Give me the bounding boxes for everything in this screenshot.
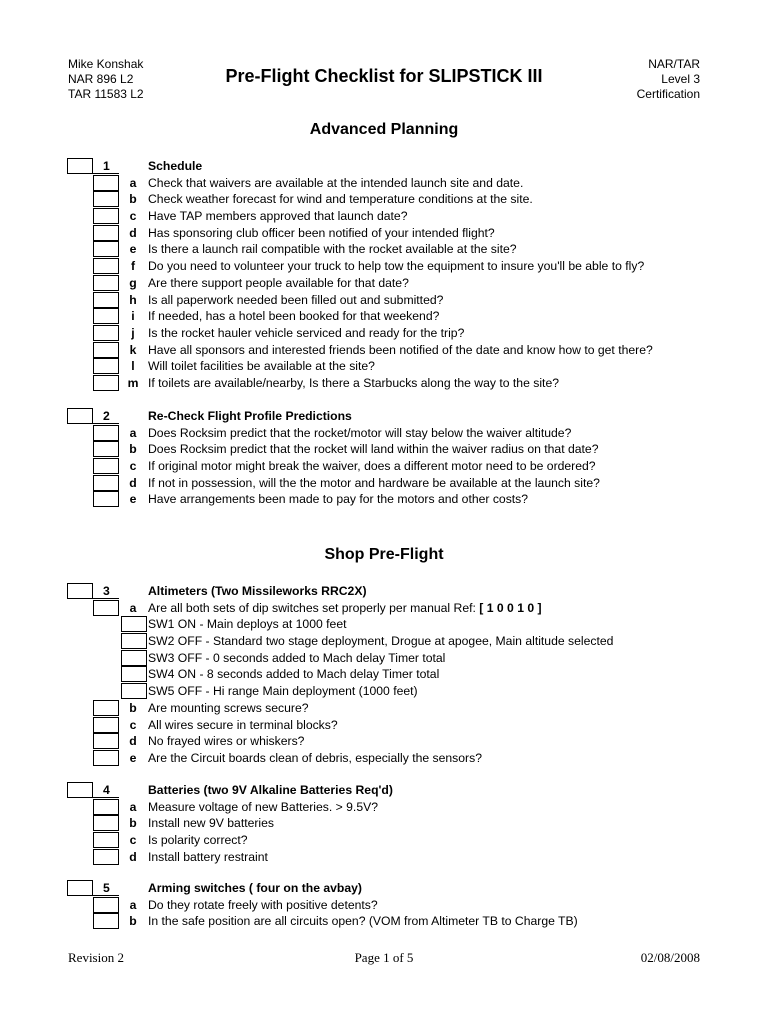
item-text [148,750,482,767]
item-text [148,241,517,258]
item-letter: b [129,442,137,457]
checklist-item [67,799,707,816]
checklist-item [67,308,707,325]
checklist-item [67,208,707,225]
group-header [67,408,707,425]
item-text-main: If original motor might break the waiver, does a different motor need to be ordered? [148,459,596,474]
item-checkbox[interactable] [93,225,119,241]
item-text [148,441,598,458]
item-text-main: Does Rocksim predict that the rocket will land within the waiver radius on that date? [148,442,599,457]
item-text-main: Have arrangements been made to pay for the motors and other costs? [148,492,529,507]
cert-level: Level 3 [661,72,700,86]
item-text [148,700,309,717]
item-text-main: Is the rocket hauler vehicle serviced and ready for the trip? [148,325,465,340]
item-text-main: Install battery restraint [148,849,268,864]
page-title: Pre-Flight Checklist for SLIPSTICK III [225,66,543,86]
item-text-main: SW4 ON - 8 seconds added to Mach delay Timer total [148,667,440,682]
item-checkbox[interactable] [93,600,119,616]
checklist-item [67,475,707,492]
group-title: Arming switches ( four on the avbay) [148,881,362,895]
item-checkbox[interactable] [93,913,119,929]
item-text [148,666,439,683]
footer-page-number: Page 1 of 5 [354,950,414,965]
item-text [148,616,346,633]
item-checkbox[interactable] [93,358,119,374]
item-text [148,375,559,392]
item-checkbox[interactable] [93,325,119,341]
group-checkbox[interactable] [67,583,93,599]
item-letter: d [129,734,137,749]
item-checkbox[interactable] [93,342,119,358]
checklist-item [67,225,707,242]
item-checkbox[interactable] [121,683,147,699]
item-checkbox[interactable] [93,441,119,457]
item-text [148,175,523,192]
checklist-item [67,491,707,508]
item-checkbox[interactable] [93,717,119,733]
item-text [148,258,644,275]
item-text-main: Do they rotate freely with positive detents? [148,897,378,912]
checklist-item [67,258,707,275]
checklist-item [67,897,707,914]
checklist-item [67,700,707,717]
item-checkbox[interactable] [93,258,119,274]
checklist-group-4 [67,782,707,865]
item-letter: b [129,914,137,929]
item-letter: l [131,359,135,374]
checklist-item [67,425,707,442]
item-checkbox[interactable] [93,849,119,865]
item-text-main: Have all sponsors and interested friends been notified of the date and know how to get there? [148,342,653,357]
footer-revision: Revision 2 [68,950,124,965]
item-text [148,491,528,508]
section-title-shop-preflight: Shop Pre-Flight [324,546,444,563]
item-text-main: No frayed wires or whiskers? [148,734,305,749]
item-text [148,633,613,650]
item-text-main: Is there a launch rail compatible with the rocket available at the site? [148,242,517,257]
item-text-main: Is all paperwork needed been filled out and submitted? [148,292,444,307]
item-checkbox[interactable] [121,650,147,666]
footer-date: 02/08/2008 [640,950,700,965]
item-text-main: Check weather forecast for wind and temperature conditions at the site. [148,192,533,207]
item-text [148,683,418,700]
item-checkbox[interactable] [93,475,119,491]
item-letter: b [129,816,137,831]
item-text-main: Do you need to volunteer your truck to help tow the equipment to insure you'll be able to fly? [148,259,645,274]
item-checkbox[interactable] [93,815,119,831]
item-letter: j [131,325,135,340]
group-header [67,782,707,799]
item-text [148,358,375,375]
item-text [148,191,533,208]
item-letter: a [129,175,137,190]
group-number: 1 [103,159,110,173]
item-checkbox[interactable] [93,292,119,308]
switch-setting-row [67,683,707,700]
item-letter: f [130,259,136,274]
section-title-advanced-planning: Advanced Planning [309,121,459,138]
item-letter: a [129,600,137,615]
item-text [148,832,248,849]
item-text [148,799,378,816]
group-checkbox[interactable] [67,408,93,424]
item-text-main: Measure voltage of new Batteries. > 9.5V? [148,799,379,814]
dip-switch-reference: [ 1 0 0 1 0 ] [479,600,542,615]
checklist-item [67,358,707,375]
item-text-main: If toilets are available/nearby, Is there a Starbucks along the way to the site? [148,375,559,390]
item-text [148,292,443,309]
checklist-item [67,292,707,309]
checklist-item [67,191,707,208]
checklist-item [67,815,707,832]
item-text [148,308,439,325]
item-letter: a [129,425,137,440]
item-text-main: SW2 OFF - Standard two stage deployment, Drogue at apogee, Main altitude selected [148,634,614,649]
group-checkbox[interactable] [67,782,93,798]
checklist-item [67,342,707,359]
item-checkbox[interactable] [121,633,147,649]
group-title: Re-Check Flight Profile Predictions [148,409,352,423]
item-checkbox[interactable] [93,375,119,391]
switch-setting-row [67,650,707,667]
item-checkbox[interactable] [93,191,119,207]
checklist-item [67,600,707,617]
item-letter: i [131,309,135,324]
item-letter: e [129,750,137,765]
checklist-item [67,441,707,458]
group-title: Altimeters (Two Missileworks RRC2X) [148,584,367,598]
item-checkbox[interactable] [93,897,119,913]
checklist-group-5 [67,880,707,930]
group-number: 5 [103,881,110,895]
item-checkbox[interactable] [121,616,147,632]
item-text [148,913,578,930]
switch-setting-row [67,616,707,633]
checklist-item [67,241,707,258]
item-letter: a [129,799,137,814]
cert-org: NAR/TAR [648,57,700,71]
item-text [148,208,407,225]
item-text [148,342,653,359]
item-checkbox[interactable] [93,750,119,766]
item-letter: m [127,375,139,390]
item-text [148,458,596,475]
checklist-item [67,325,707,342]
item-checkbox[interactable] [93,799,119,815]
item-letter: e [129,242,137,257]
switch-setting-row [67,633,707,650]
item-text-main: Install new 9V batteries [148,816,275,831]
item-text-main: SW1 ON - Main deploys at 1000 feet [148,617,347,632]
item-letter: d [129,475,137,490]
item-checkbox[interactable] [93,491,119,507]
group-title: Schedule [148,159,203,173]
item-text [148,650,445,667]
item-checkbox[interactable] [93,308,119,324]
item-text [148,325,464,342]
item-text-main: Does Rocksim predict that the rocket/motor will stay below the waiver altitude? [148,425,572,440]
checklist-item [67,750,707,767]
checklist-group-3 [67,583,707,767]
group-checkbox[interactable] [67,880,93,896]
group-checkbox[interactable] [67,158,93,174]
item-text [148,475,600,492]
nar-number: NAR 896 L2 [68,72,134,86]
item-text-main: If needed, has a hotel been booked for that weekend? [148,309,440,324]
certification-block [637,57,700,102]
item-text [148,733,304,750]
item-checkbox[interactable] [93,175,119,191]
group-number: 4 [103,783,110,797]
item-text [148,225,495,242]
checklist-item [67,733,707,750]
item-text-main: SW5 OFF - Hi range Main deployment (1000 feet) [148,684,418,699]
item-text-main: Are there support people available for that date? [148,275,409,290]
item-checkbox[interactable] [121,666,147,682]
item-letter: d [129,225,137,240]
checklist-item [67,913,707,930]
item-text [148,897,378,914]
item-text-main: Are mounting screws secure? [148,700,309,715]
group-header [67,880,707,897]
item-text-main: SW3 OFF - 0 seconds added to Mach delay Timer total [148,650,446,665]
group-header [67,583,707,600]
group-header [67,158,707,175]
item-text-main: Are all both sets of dip switches set properly per manual Ref: [148,600,480,615]
item-text-main: All wires secure in terminal blocks? [148,717,338,732]
item-text [148,425,571,442]
cert-label: Certification [636,87,700,101]
item-text [148,717,338,734]
item-text-main: Have TAP members approved that launch date? [148,209,408,224]
checklist-item [67,849,707,866]
item-checkbox[interactable] [93,241,119,257]
group-number: 3 [103,584,110,598]
item-letter: c [129,833,137,848]
group-title: Batteries (two 9V Alkaline Batteries Req'd) [148,783,393,797]
item-text [148,600,542,617]
checklist-group-1 [67,158,707,392]
item-letter: h [129,292,137,307]
item-checkbox[interactable] [93,700,119,716]
item-text-main: If not in possession, will the the motor and hardware be available at the launch site? [148,475,600,490]
item-text-main: Will toilet facilities be available at the site? [148,359,375,374]
group-number: 2 [103,409,110,423]
item-checkbox[interactable] [93,832,119,848]
item-letter: b [129,700,137,715]
tar-number: TAR 11583 L2 [68,87,144,101]
item-text [148,815,274,832]
item-text-main: In the safe position are all circuits open? (VOM from Altimeter TB to Charge TB) [148,914,578,929]
item-letter: d [129,849,137,864]
checklist-item [67,275,707,292]
item-checkbox[interactable] [93,733,119,749]
checklist-item [67,832,707,849]
switch-setting-row [67,666,707,683]
item-letter: e [129,492,137,507]
item-checkbox[interactable] [93,275,119,291]
item-text-main: Are the Circuit boards clean of debris, especially the sensors? [148,750,482,765]
item-letter: c [129,717,137,732]
checklist-item [67,175,707,192]
item-text [148,275,409,292]
item-text-main: Has sponsoring club officer been notified of your intended flight? [148,225,495,240]
checklist-item [67,717,707,734]
author-name: Mike Konshak [68,57,144,71]
item-text [148,849,268,866]
checklist-item [67,458,707,475]
item-letter: a [129,897,137,912]
item-checkbox[interactable] [93,458,119,474]
item-letter: c [129,209,137,224]
item-checkbox[interactable] [93,425,119,441]
item-text-main: Check that waivers are available at the intended launch site and date. [148,175,524,190]
item-letter: c [129,459,137,474]
item-letter: b [129,192,137,207]
item-text-main: Is polarity correct? [148,833,248,848]
checklist-group-2 [67,408,707,508]
item-letter: k [129,342,137,357]
checklist-item [67,375,707,392]
item-checkbox[interactable] [93,208,119,224]
item-letter: g [129,275,137,290]
